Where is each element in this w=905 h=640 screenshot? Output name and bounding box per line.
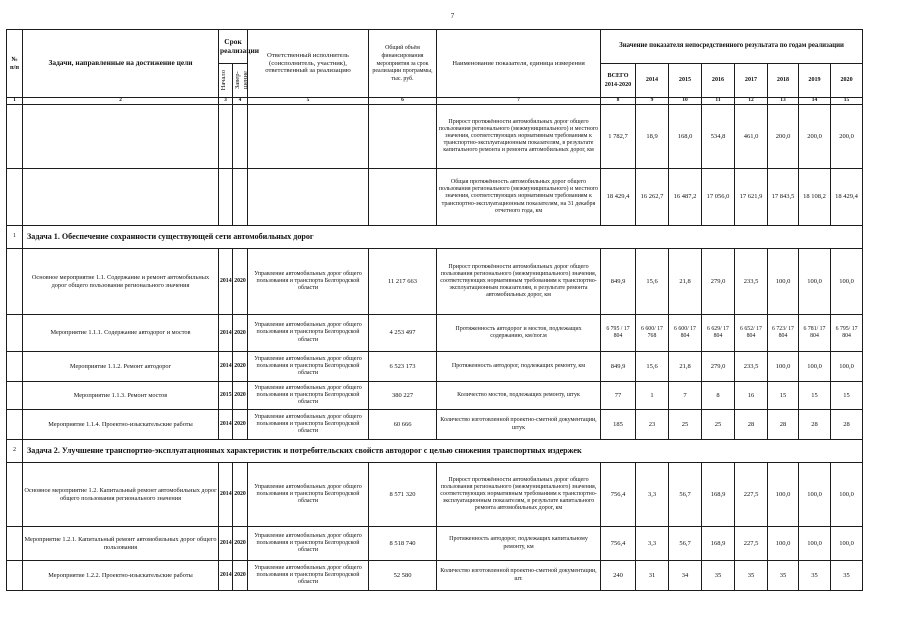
table-row <box>7 352 863 382</box>
value-cell: 100,0 <box>799 527 831 561</box>
col-index: 3 <box>219 98 233 105</box>
header-year: 2020 <box>831 64 863 98</box>
value-cell: 35 <box>735 561 768 591</box>
value-cell: 168,0 <box>669 105 702 169</box>
indicator-cell: Количество изготовленной проектно-сметной документации, шт. <box>437 561 601 591</box>
task-title: Задача 1. Обеспечение сохранности существующей сети автомобильных дорог <box>23 226 863 249</box>
start-year: 2014 <box>219 249 233 315</box>
indicator-cell: Общая протяжённость автомобильных дорог общего пользования регионального (межмуниципального) и местного значения, соответствующих нормативным требованиям к транспортно-эксплуатационным показателям, на 31 декабря отчетного года, км <box>437 169 601 226</box>
value-cell: 100,0 <box>831 463 863 527</box>
value-cell: 25 <box>702 410 735 440</box>
col-index: 11 <box>702 98 735 105</box>
value-cell: 16 262,7 <box>636 169 669 226</box>
value-cell: 28 <box>768 410 799 440</box>
table-row <box>7 169 863 226</box>
value-cell: 34 <box>669 561 702 591</box>
indicator-cell: Протяженность автодорог и мостов, подлежащих содержанию, км/пог.м <box>437 315 601 352</box>
table-row <box>7 382 863 410</box>
finance-cell: 8 518 740 <box>369 527 437 561</box>
value-cell: 168,9 <box>702 527 735 561</box>
executor-cell: Управление автомобильных дорог общего пользования и транспорта Белгородской области <box>248 463 369 527</box>
value-cell: 56,7 <box>669 527 702 561</box>
value-cell: 35 <box>831 561 863 591</box>
page-number: 7 <box>450 12 455 20</box>
executor-cell: Управление автомобильных дорог общего пользования и транспорта Белгородской области <box>248 249 369 315</box>
value-cell: 17 056,0 <box>702 169 735 226</box>
value-cell: 6 795 / 17 804 <box>601 315 636 352</box>
table-row <box>7 561 863 591</box>
start-year: 2014 <box>219 463 233 527</box>
indicator-cell: Прирост протяжённости автомобильных дорог общего пользования регионального (межмуниципального) значения, соответствующих нормативным требованиям к транспортно-эксплуатационным показателям, в результате капитального ремонта автомобильных дорог, км <box>437 463 601 527</box>
measure-name: Основное мероприятие 1.1. Содержание и ремонт автомобильных дорог общего пользования регионального значения <box>23 249 219 315</box>
value-cell: 168,9 <box>702 463 735 527</box>
value-cell: 17 621,9 <box>735 169 768 226</box>
value-cell: 240 <box>601 561 636 591</box>
header-year: 2015 <box>669 64 702 98</box>
value-cell: 15 <box>799 382 831 410</box>
value-cell: 18 429,4 <box>831 169 863 226</box>
value-cell: 200,0 <box>831 105 863 169</box>
col-index: 5 <box>248 98 369 105</box>
value-cell: 56,7 <box>669 463 702 527</box>
end-year: 2020 <box>233 527 248 561</box>
col-index: 9 <box>636 98 669 105</box>
value-cell: 279,0 <box>702 249 735 315</box>
value-cell: 28 <box>831 410 863 440</box>
header-year: 2016 <box>702 64 735 98</box>
value-cell: 200,0 <box>768 105 799 169</box>
finance-cell: 4 253 497 <box>369 315 437 352</box>
value-cell: 6 600/ 17 804 <box>669 315 702 352</box>
task-2-row <box>7 440 863 463</box>
value-cell: 227,5 <box>735 463 768 527</box>
executor-cell: Управление автомобильных дорог общего пользования и транспорта Белгородской области <box>248 527 369 561</box>
value-cell: 35 <box>799 561 831 591</box>
table-row <box>7 249 863 315</box>
finance-cell: 6 523 173 <box>369 352 437 382</box>
header-start: Начало <box>219 64 233 98</box>
value-cell: 185 <box>601 410 636 440</box>
header-year: 2014 <box>636 64 669 98</box>
measure-name: Мероприятие 1.1.4. Проектно-изыскательские работы <box>23 410 219 440</box>
header-executor: Ответственный исполнитель (соисполнитель, участник), ответственный за реализацию <box>248 30 369 98</box>
value-cell: 16 <box>735 382 768 410</box>
col-index: 2 <box>23 98 219 105</box>
value-cell: 28 <box>735 410 768 440</box>
col-index: 1 <box>7 98 23 105</box>
value-cell: 100,0 <box>799 463 831 527</box>
measure-name: Мероприятие 1.2.2. Проектно-изыскательские работы <box>23 561 219 591</box>
col-index: 12 <box>735 98 768 105</box>
value-cell: 17 843,5 <box>768 169 799 226</box>
start-year: 2014 <box>219 352 233 382</box>
value-cell: 15 <box>768 382 799 410</box>
value-cell: 100,0 <box>768 352 799 382</box>
end-year: 2020 <box>233 315 248 352</box>
value-cell: 23 <box>636 410 669 440</box>
start-year: 2014 <box>219 315 233 352</box>
value-cell: 7 <box>669 382 702 410</box>
value-cell: 1 <box>636 382 669 410</box>
task-number: 2 <box>7 440 23 463</box>
executor-cell: Управление автомобильных дорог общего пользования и транспорта Белгородской области <box>248 561 369 591</box>
start-year: 2014 <box>219 561 233 591</box>
col-index: 15 <box>831 98 863 105</box>
task-1-row <box>7 226 863 249</box>
header-num: № п/п <box>7 30 23 98</box>
value-cell: 849,9 <box>601 352 636 382</box>
col-index: 13 <box>768 98 799 105</box>
header-row-1 <box>7 30 863 64</box>
finance-cell: 11 217 663 <box>369 249 437 315</box>
value-cell: 35 <box>768 561 799 591</box>
value-cell: 100,0 <box>799 249 831 315</box>
finance-cell: 52 580 <box>369 561 437 591</box>
header-end: Завер-шение <box>233 64 248 98</box>
table-row <box>7 105 863 169</box>
col-index: 4 <box>233 98 248 105</box>
header-finance: Общий объём финансирования мероприятия за срок реализации программы, тыс. руб. <box>369 30 437 98</box>
value-cell: 15,6 <box>636 249 669 315</box>
header-year: 2017 <box>735 64 768 98</box>
value-cell: 28 <box>799 410 831 440</box>
value-cell: 18 429,4 <box>601 169 636 226</box>
table-row <box>7 410 863 440</box>
value-cell: 25 <box>669 410 702 440</box>
header-year: 2019 <box>799 64 831 98</box>
header-year: 2018 <box>768 64 799 98</box>
value-cell: 15 <box>831 382 863 410</box>
start-year: 2014 <box>219 410 233 440</box>
value-cell: 461,0 <box>735 105 768 169</box>
end-year: 2020 <box>233 410 248 440</box>
value-cell: 100,0 <box>831 249 863 315</box>
value-cell: 35 <box>702 561 735 591</box>
indicator-cell: Протяженность автодорог, подлежащих капитальному ремонту, км <box>437 527 601 561</box>
end-year: 2020 <box>233 561 248 591</box>
value-cell: 18,9 <box>636 105 669 169</box>
measure-name: Основное мероприятие 1.2. Капитальный ремонт автомобильных дорог общего пользования регионального значения <box>23 463 219 527</box>
value-cell: 279,0 <box>702 352 735 382</box>
value-cell: 756,4 <box>601 463 636 527</box>
col-index: 10 <box>669 98 702 105</box>
value-cell: 100,0 <box>831 352 863 382</box>
col-index: 6 <box>369 98 437 105</box>
start-year: 2014 <box>219 527 233 561</box>
col-index: 7 <box>437 98 601 105</box>
value-cell: 6 652/ 17 804 <box>735 315 768 352</box>
value-cell: 756,4 <box>601 527 636 561</box>
start-year: 2015 <box>219 382 233 410</box>
indicator-cell: Прирост протяжённости автомобильных дорог общего пользования регионального (межмуниципального) значения, соответствующих нормативным требованиям к транспортно-эксплуатационным показателям, в результате ремонта автомобильных дорог, км <box>437 249 601 315</box>
program-table <box>6 29 863 591</box>
value-cell: 3,3 <box>636 463 669 527</box>
value-cell: 15,6 <box>636 352 669 382</box>
value-cell: 227,5 <box>735 527 768 561</box>
measure-name: Мероприятие 1.1.2. Ремонт автодорог <box>23 352 219 382</box>
value-cell: 849,9 <box>601 249 636 315</box>
end-year: 2020 <box>233 249 248 315</box>
measure-name: Мероприятие 1.1.3. Ремонт мостов <box>23 382 219 410</box>
table-row <box>7 315 863 352</box>
table-row <box>7 527 863 561</box>
value-cell: 200,0 <box>799 105 831 169</box>
finance-cell: 60 666 <box>369 410 437 440</box>
value-cell: 6 795/ 17 804 <box>831 315 863 352</box>
task-number: 1 <box>7 226 23 249</box>
header-indicator: Наименование показателя, единица измерения <box>437 30 601 98</box>
value-cell: 16 487,2 <box>669 169 702 226</box>
header-values-title: Значение показателя непосредственного результата по годам реализации <box>601 30 863 64</box>
header-task: Задачи, направленные на достижение цели <box>23 30 219 98</box>
value-cell: 100,0 <box>799 352 831 382</box>
value-cell: 3,3 <box>636 527 669 561</box>
value-cell: 100,0 <box>768 527 799 561</box>
end-year: 2020 <box>233 352 248 382</box>
value-cell: 18 108,2 <box>799 169 831 226</box>
value-cell: 100,0 <box>768 463 799 527</box>
value-cell: 100,0 <box>831 527 863 561</box>
value-cell: 77 <box>601 382 636 410</box>
value-cell: 31 <box>636 561 669 591</box>
value-cell: 6 723/ 17 804 <box>768 315 799 352</box>
col-index: 8 <box>601 98 636 105</box>
indicator-cell: Протяженность автодорог, подлежащих ремонту, км <box>437 352 601 382</box>
value-cell: 6 600/ 17 768 <box>636 315 669 352</box>
indicator-cell: Количество мостов, подлежащих ремонту, штук <box>437 382 601 410</box>
header-total: ВСЕГО 2014-2020 <box>601 64 636 98</box>
measure-name: Мероприятие 1.2.1. Капитальный ремонт автомобильных дорог общего пользования <box>23 527 219 561</box>
end-year: 2020 <box>233 463 248 527</box>
value-cell: 21,8 <box>669 352 702 382</box>
value-cell: 1 782,7 <box>601 105 636 169</box>
measure-name: Мероприятие 1.1.1. Содержание автодорог и мостов <box>23 315 219 352</box>
col-index: 14 <box>799 98 831 105</box>
value-cell: 233,5 <box>735 249 768 315</box>
value-cell: 6 629/ 17 804 <box>702 315 735 352</box>
value-cell: 8 <box>702 382 735 410</box>
executor-cell: Управление автомобильных дорог общего пользования и транспорта Белгородской области <box>248 315 369 352</box>
value-cell: 6 781/ 17 804 <box>799 315 831 352</box>
value-cell: 233,5 <box>735 352 768 382</box>
end-year: 2020 <box>233 382 248 410</box>
indicator-cell: Прирост протяжённости автомобильных дорог общего пользования регионального (межмуниципального) и местного значения, соответствующих нормативным требованиям к транспортно-эксплуатационным показателям, в результате капитального ремонта и ремонта автомобильных дорог, км <box>437 105 601 169</box>
column-index-row <box>7 98 863 105</box>
header-term: Срок реализации <box>219 30 248 64</box>
executor-cell: Управление автомобильных дорог общего пользования и транспорта Белгородской области <box>248 352 369 382</box>
finance-cell: 8 571 320 <box>369 463 437 527</box>
task-title: Задача 2. Улучшение транспортно-эксплуатационных характеристик и потребительских свойств автодорог с целью снижения транспортных издержек <box>23 440 863 463</box>
executor-cell: Управление автомобильных дорог общего пользования и транспорта Белгородской области <box>248 382 369 410</box>
value-cell: 100,0 <box>768 249 799 315</box>
value-cell: 534,8 <box>702 105 735 169</box>
indicator-cell: Количество изготовленной проектно-сметной документации, штук <box>437 410 601 440</box>
table-row <box>7 463 863 527</box>
finance-cell: 380 227 <box>369 382 437 410</box>
executor-cell: Управление автомобильных дорог общего пользования и транспорта Белгородской области <box>248 410 369 440</box>
value-cell: 21,8 <box>669 249 702 315</box>
